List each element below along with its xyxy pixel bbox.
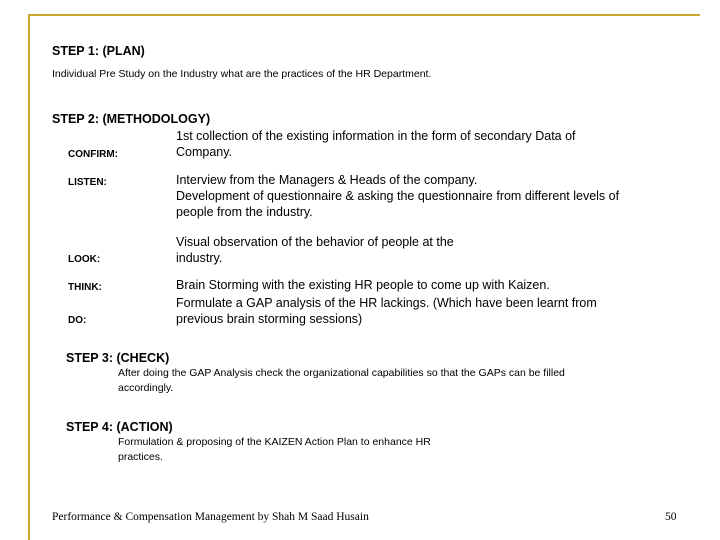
do-label: DO: [68,315,87,326]
slide-frame-top-border [28,14,700,16]
step1-text: Individual Pre Study on the Industry what are the practices of the HR Department. [52,68,432,80]
step3-heading: STEP 3: (CHECK) [66,351,170,365]
do-text: Formulate a GAP analysis of the HR lackings. (Which have been learnt from previous brain storming sessions) [176,296,597,326]
confirm-label: CONFIRM: [68,149,118,160]
look-text: Visual observation of the behavior of people at the industry. [176,235,454,265]
look-label: LOOK: [68,254,101,265]
listen-label: LISTEN: [68,177,107,188]
footer-text: Performance & Compensation Management by Shah M Saad Husain [52,511,369,523]
step3-text: After doing the GAP Analysis check the organizational capabilities so that the GAPs can be filled accordingly. [118,367,565,394]
slide-frame-left-border [28,14,30,540]
confirm-text: 1st collection of the existing information in the form of secondary Data of Company. [176,129,576,159]
think-text: Brain Storming with the existing HR people to come up with Kaizen. [176,278,550,292]
step4-text: Formulation & proposing of the KAIZEN Action Plan to enhance HR practices. [118,436,431,463]
listen-text: Interview from the Managers & Heads of the company. Development of questionnaire & asking the questionnaire from different levels of people from the industry. [176,173,620,219]
step4-heading: STEP 4: (ACTION) [66,420,173,434]
think-label: THINK: [68,282,102,293]
page-number: 50 [665,511,677,523]
step1-heading: STEP 1: (PLAN) [52,44,145,58]
step2-heading: STEP 2: (METHODOLOGY) [52,112,211,126]
